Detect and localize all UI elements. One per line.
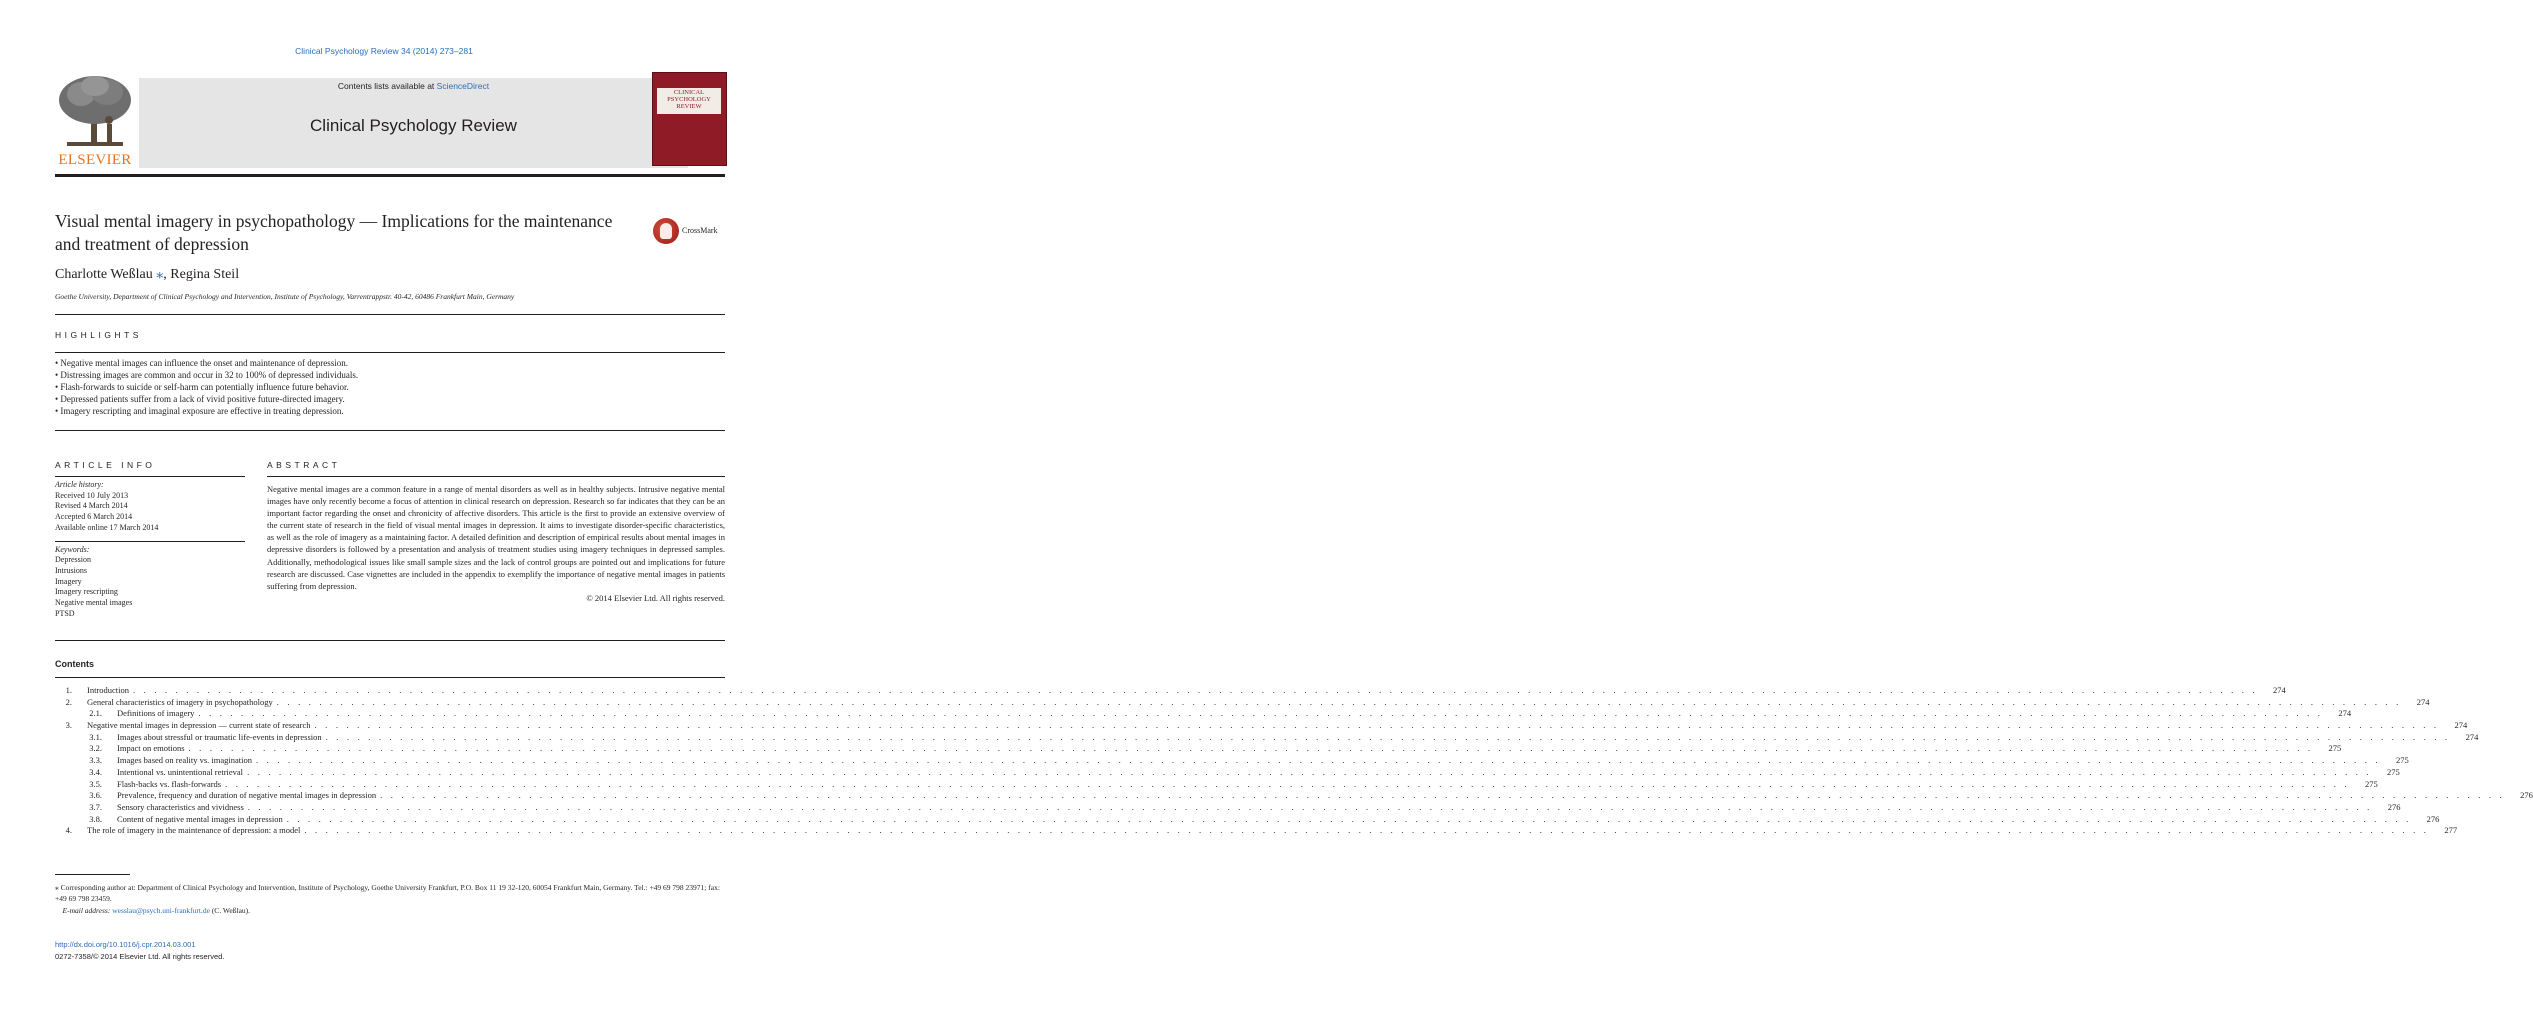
contents-heading: Contents — [55, 659, 94, 669]
toc-leader-dots: . . . . . . . . . . . . . . . . . . . . . . . . . . . . . . . . . . . . . . . . . . . . . . . . . . . . . . . . . . . . . . . . . . . . . . . . . . . . . . . . . . . . . . . . . . . . . . . . . . . . . . . . . . . . . . . . . . . . . . . . . . . . . . . . . . . . . . . . . . . . . . . . . . . . . . . . . . . . . . . . . . . . . . . . . . . . . . . . . . . . . . . . . . . . . . . . . . . . . . . . — [256, 755, 2381, 766]
article-info — [55, 480, 245, 619]
highlight-item: • Negative mental images can influence the onset and maintenance of depression. — [55, 358, 349, 368]
toc-entry-number: 2.1. — [89, 708, 102, 719]
toc-entry-number: 2. — [65, 696, 72, 707]
toc-entry-title: General characteristics of imagery in psychopathology — [87, 696, 273, 707]
toc-leader-dots: . . . . . . . . . . . . . . . . . . . . . . . . . . . . . . . . . . . . . . . . . . . . . . . . . . . . . . . . . . . . . . . . . . . . . . . . . . . . . . . . . . . . . . . . . . . . . . . . . . . . . . . . . . . . . . . . . . . . . . . . . . . . . . . . . . . . . . . . . . . . . . . . . . . . . . . . . . . . . . . . . . . . . . . . . . . . . . . . . . . . . . . . . . . . . . . . . . . . . . . . — [380, 790, 2505, 801]
table-of-contents — [55, 685, 2533, 837]
elsevier-wordmark: ELSEVIER — [58, 152, 132, 168]
toc-entry-page: 275 — [2395, 755, 2409, 766]
crossmark-badge[interactable] — [653, 218, 733, 246]
toc-entry-title: Flash-backs vs. flash-forwards — [117, 778, 222, 789]
toc-entry-page: 274 — [2454, 720, 2468, 731]
toc-entry-page: 274 — [2465, 731, 2479, 742]
journal-title[interactable]: Clinical Psychology Review — [310, 116, 517, 135]
article-history-label: Article history: — [55, 480, 104, 489]
toc-entry[interactable] — [55, 685, 2286, 697]
toc-leader-dots: . . . . . . . . . . . . . . . . . . . . . . . . . . . . . . . . . . . . . . . . . . . . . . . . . . . . . . . . . . . . . . . . . . . . . . . . . . . . . . . . . . . . . . . . . . . . . . . . . . . . . . . . . . . . . . . . . . . . . . . . . . . . . . . . . . . . . . . . . . . . . . . . . . . . . . . . . . . . . . . . . . . . . . . . . . . . . . . . . . . . . . . . . . . . . . . . . . . . . . . . — [133, 685, 2258, 695]
toc-entry-number: 3.5. — [89, 778, 102, 789]
header-divider — [55, 174, 725, 177]
footnote-marker: ⁎ — [55, 883, 59, 892]
cover-label-panel — [657, 88, 721, 114]
cover-title: CLINICAL PSYCHOLOGY REVIEW — [667, 89, 711, 110]
keyword: Imagery rescripting — [55, 587, 118, 597]
journal-header — [55, 72, 725, 170]
toc-entry[interactable] — [55, 696, 2430, 709]
divider — [55, 541, 245, 542]
toc-entry-number: 3.2. — [89, 743, 102, 754]
toc-entry-number: 3.1. — [89, 731, 102, 742]
doi-link[interactable]: http://dx.doi.org/10.1016/j.cpr.2014.03.001 — [55, 940, 196, 949]
toc-entry-title: Sensory characteristics and vividness — [117, 801, 244, 812]
toc-entry-number: 3.8. — [89, 813, 102, 824]
received-date: Received 10 July 2013 — [55, 490, 129, 500]
toc-leader-dots: . . . . . . . . . . . . . . . . . . . . . . . . . . . . . . . . . . . . . . . . . . . . . . . . . . . . . . . . . . . . . . . . . . . . . . . . . . . . . . . . . . . . . . . . . . . . . . . . . . . . . . . . . . . . . . . . . . . . . . . . . . . . . . . . . . . . . . . . . . . . . . . . . . . . . . . . . . . . . . . . . . . . . . . . . . . . . . . . . . . . . . . . . . . . . . . . . . . . . . . . — [198, 708, 2324, 719]
divider — [55, 677, 725, 678]
toc-entry-page: 274 — [2272, 685, 2286, 695]
accepted-date: Accepted 6 March 2014 — [55, 512, 133, 522]
toc-entry[interactable] — [55, 825, 2458, 837]
divider — [55, 430, 725, 431]
corresponding-author-marker[interactable]: ⁎ — [156, 267, 164, 282]
affiliation: Goethe University, Department of Clinical Psychology and Intervention, Institute of Psychology, Varrentrappstr. 40-42, 60486 Frankfurt Main, Germany — [55, 292, 515, 301]
toc-entry-page: 275 — [2365, 778, 2378, 789]
toc-entry-page: 275 — [2328, 743, 2342, 754]
toc-entry-title: Prevalence, frequency and duration of negative mental images in depression — [117, 790, 377, 801]
divider — [55, 640, 725, 641]
toc-entry-title: Impact on emotions — [117, 743, 185, 754]
highlights-heading: HIGHLIGHTS — [55, 330, 142, 340]
toc-entry-page: 274 — [2338, 708, 2352, 719]
revised-date: Revised 4 March 2014 — [55, 501, 128, 511]
keyword: Imagery — [55, 576, 82, 586]
toc-entry-title: Negative mental images in depression — current state of research — [87, 720, 311, 731]
toc-entry[interactable] — [55, 720, 2468, 732]
toc-entry-title: Introduction — [87, 685, 130, 695]
toc-leader-dots: . . . . . . . . . . . . . . . . . . . . . . . . . . . . . . . . . . . . . . . . . . . . . . . . . . . . . . . . . . . . . . . . . . . . . . . . . . . . . . . . . . . . . . . . . . . . . . . . . . . . . . . . . . . . . . . . . . . . . . . . . . . . . . . . . . . . . . . . . . . . . . . . . . . . . . . . . . . . . . . . . . . . . . . . . . . . . . . . . . . . . . . . . . . . . . . . . . . . . . . . — [188, 743, 2314, 754]
email-link[interactable]: wesslau@psych.uni-frankfurt.de — [112, 905, 210, 915]
toc-entry-number: 3.4. — [89, 766, 102, 777]
toc-entry[interactable] — [55, 813, 2440, 826]
toc-entry-title: The role of imagery in the maintenance of depression: a model — [87, 825, 301, 836]
elsevier-logo[interactable] — [55, 72, 135, 168]
journal-reference-link[interactable]: Clinical Psychology Review 34 (2014) 273–281 — [295, 46, 473, 56]
toc-entry-number: 3.6. — [89, 790, 102, 801]
toc-entry-page: 276 — [2520, 790, 2533, 801]
abstract-text: Negative mental images are a common feature in a range of mental disorders as well as in healthy subjects. Intrusive negative mental images have only recently become a focus of attention in clinical research on depression. Research so far indicates that they can be an important factor regarding the onset and chronicity of affective disorders. This article is the first to provide an extensive overview of the current state of research in the field of visual mental images in depression. It aims to investigate disorder-specific characteristics, as well as the role of imagery as a maintaining factor. A detailed definition and description of empirical results about mental images in depressive disorders is followed by a presentation and analysis of treatment studies using imagery techniques in depressed samples. Additionally, methodological issues like small sample sizes and the lack of control groups are pointed out and implications for future research are discussed. Case vignettes are included in the appendix to exemplify the importance of negative mental images in patients suffering from depression. — [267, 484, 725, 591]
toc-entry[interactable] — [55, 778, 2378, 791]
email-label: E-mail address: — [62, 905, 111, 915]
divider — [55, 314, 725, 315]
author-name: Charlotte Weßlau — [55, 267, 153, 282]
author-list — [55, 266, 239, 283]
toc-entry-page: 277 — [2444, 825, 2458, 836]
toc-entry[interactable] — [55, 766, 2400, 779]
email-suffix: (C. Weßlau). — [209, 905, 251, 915]
highlight-item: • Imagery rescripting and imaginal exposure are effective in treating depression. — [55, 406, 344, 416]
doi-block — [55, 939, 224, 962]
toc-entry-page: 276 — [2387, 801, 2401, 812]
keywords-label: Keywords: — [55, 544, 90, 554]
toc-leader-dots: . . . . . . . . . . . . . . . . . . . . . . . . . . . . . . . . . . . . . . . . . . . . . . . . . . . . . . . . . . . . . . . . . . . . . . . . . . . . . . . . . . . . . . . . . . . . . . . . . . . . . . . . . . . . . . . . . . . . . . . . . . . . . . . . . . . . . . . . . . . . . . . . . . . . . . . . . . . . . . . . . . . . . . . . . . . . . . . . . . . . . . . . . . . . . . . . . . . . . . . . — [225, 778, 2350, 789]
elsevier-tree-icon — [55, 72, 135, 152]
toc-entry-title: Images based on reality vs. imagination — [117, 755, 253, 766]
toc-entry-page: 276 — [2426, 813, 2440, 824]
abstract-copyright: © 2014 Elsevier Ltd. All rights reserved. — [586, 592, 725, 603]
keyword: PTSD — [55, 608, 75, 618]
author-name: , Regina Steil — [163, 267, 240, 282]
toc-entry[interactable] — [55, 790, 2533, 802]
abstract-heading: ABSTRACT — [267, 460, 341, 470]
keyword: Intrusions — [55, 565, 87, 575]
issn-line: 0272-7358/© 2014 Elsevier Ltd. All rights reserved. — [55, 951, 225, 961]
toc-entry[interactable] — [55, 743, 2342, 755]
toc-entry[interactable] — [55, 755, 2409, 767]
corresponding-author-footnote — [55, 882, 730, 916]
keyword: Negative mental images — [55, 598, 133, 608]
toc-entry-page: 275 — [2387, 766, 2400, 777]
contents-prefix: Contents lists available at — [337, 81, 437, 91]
toc-leader-dots: . . . . . . . . . . . . . . . . . . . . . . . . . . . . . . . . . . . . . . . . . . . . . . . . . . . . . . . . . . . . . . . . . . . . . . . . . . . . . . . . . . . . . . . . . . . . . . . . . . . . . . . . . . . . . . . . . . . . . . . . . . . . . . . . . . . . . . . . . . . . . . . . . . . . . . . . . . . . . . . . . . . . . . . . . . . . . . . . . . . . . . . . . . . . . . . . . . . . . . . . — [314, 720, 2440, 731]
sciencedirect-link[interactable]: ScienceDirect — [436, 81, 490, 91]
divider — [267, 476, 725, 477]
toc-entry-number: 3.7. — [89, 801, 102, 812]
keyword: Depression — [55, 555, 91, 565]
article-title: Visual mental imagery in psychopathology — Implications for the maintenance and treatment of depression — [55, 211, 613, 254]
toc-entry[interactable] — [55, 731, 2479, 744]
journal-banner — [139, 78, 688, 168]
toc-leader-dots: . . . . . . . . . . . . . . . . . . . . . . . . . . . . . . . . . . . . . . . . . . . . . . . . . . . . . . . . . . . . . . . . . . . . . . . . . . . . . . . . . . . . . . . . . . . . . . . . . . . . . . . . . . . . . . . . . . . . . . . . . . . . . . . . . . . . . . . . . . . . . . . . . . . . . . . . . . . . . . . . . . . . . . . . . . . . . . . . . . . . . . . . . . . . . . . . . . . . . . . . — [247, 766, 2372, 777]
toc-leader-dots: . . . . . . . . . . . . . . . . . . . . . . . . . . . . . . . . . . . . . . . . . . . . . . . . . . . . . . . . . . . . . . . . . . . . . . . . . . . . . . . . . . . . . . . . . . . . . . . . . . . . . . . . . . . . . . . . . . . . . . . . . . . . . . . . . . . . . . . . . . . . . . . . . . . . . . . . . . . . . . . . . . . . . . . . . . . . . . . . . . . . . . . . . . . . . . . . . . . . . . . . — [276, 696, 2402, 707]
toc-leader-dots: . . . . . . . . . . . . . . . . . . . . . . . . . . . . . . . . . . . . . . . . . . . . . . . . . . . . . . . . . . . . . . . . . . . . . . . . . . . . . . . . . . . . . . . . . . . . . . . . . . . . . . . . . . . . . . . . . . . . . . . . . . . . . . . . . . . . . . . . . . . . . . . . . . . . . . . . . . . . . . . . . . . . . . . . . . . . . . . . . . . . . . . . . . . . . . . . . . . . . . . . — [247, 801, 2373, 812]
toc-entry-page: 274 — [2416, 696, 2430, 707]
online-date: Available online 17 March 2014 — [55, 522, 159, 532]
highlight-item: • Distressing images are common and occur in 32 to 100% of depressed individuals. — [55, 370, 359, 380]
toc-entry[interactable] — [55, 801, 2401, 814]
toc-leader-dots: . . . . . . . . . . . . . . . . . . . . . . . . . . . . . . . . . . . . . . . . . . . . . . . . . . . . . . . . . . . . . . . . . . . . . . . . . . . . . . . . . . . . . . . . . . . . . . . . . . . . . . . . . . . . . . . . . . . . . . . . . . . . . . . . . . . . . . . . . . . . . . . . . . . . . . . . . . . . . . . . . . . . . . . . . . . . . . . . . . . . . . . . . . . . . . . . . . . . . . . . — [304, 825, 2430, 836]
footnote-text: Corresponding author at: Department of Clinical Psychology and Intervention, Institute of Psychology, Goethe University Frankfurt, P.O. Box 11 19 32-120, 60054 Frankfurt Main, Germany. Tel.: +49 69 798 23971; fax: +49 69 798 23459. — [55, 883, 720, 904]
toc-entry-title: Definitions of imagery — [117, 708, 195, 719]
toc-entry-number: 1. — [65, 685, 72, 695]
toc-entry-title: Images about stressful or traumatic life-events in depression — [117, 731, 322, 742]
toc-entry-number: 4. — [65, 825, 72, 836]
journal-cover-thumbnail[interactable] — [652, 72, 727, 166]
crossmark-label: CrossMark — [682, 226, 718, 235]
toc-entry-number: 3.3. — [89, 755, 102, 766]
footnote-divider — [55, 874, 130, 875]
toc-entry-number: 3. — [65, 720, 72, 731]
divider — [55, 476, 245, 477]
article-info-heading: ARTICLE INFO — [55, 460, 156, 470]
highlight-item: • Flash-forwards to suicide or self-harm can potentially influence future behavior. — [55, 382, 349, 392]
highlight-item: • Depressed patients suffer from a lack of vivid positive future-directed imagery. — [55, 394, 345, 404]
divider — [55, 352, 725, 353]
contents-available-line — [139, 81, 688, 91]
crossmark-icon — [653, 218, 679, 244]
highlights-list — [55, 357, 725, 417]
toc-entry-title: Content of negative mental images in depression — [117, 813, 283, 824]
abstract-body — [267, 483, 725, 604]
toc-entry[interactable] — [55, 708, 2352, 720]
toc-entry-title: Intentional vs. unintentional retrieval — [117, 766, 244, 777]
toc-leader-dots: . . . . . . . . . . . . . . . . . . . . . . . . . . . . . . . . . . . . . . . . . . . . . . . . . . . . . . . . . . . . . . . . . . . . . . . . . . . . . . . . . . . . . . . . . . . . . . . . . . . . . . . . . . . . . . . . . . . . . . . . . . . . . . . . . . . . . . . . . . . . . . . . . . . . . . . . . . . . . . . . . . . . . . . . . . . . . . . . . . . . . . . . . . . . . . . . . . . . . . . . — [286, 813, 2412, 824]
toc-leader-dots: . . . . . . . . . . . . . . . . . . . . . . . . . . . . . . . . . . . . . . . . . . . . . . . . . . . . . . . . . . . . . . . . . . . . . . . . . . . . . . . . . . . . . . . . . . . . . . . . . . . . . . . . . . . . . . . . . . . . . . . . . . . . . . . . . . . . . . . . . . . . . . . . . . . . . . . . . . . . . . . . . . . . . . . . . . . . . . . . . . . . . . . . . . . . . . . . . . . . . . . . — [325, 731, 2451, 742]
